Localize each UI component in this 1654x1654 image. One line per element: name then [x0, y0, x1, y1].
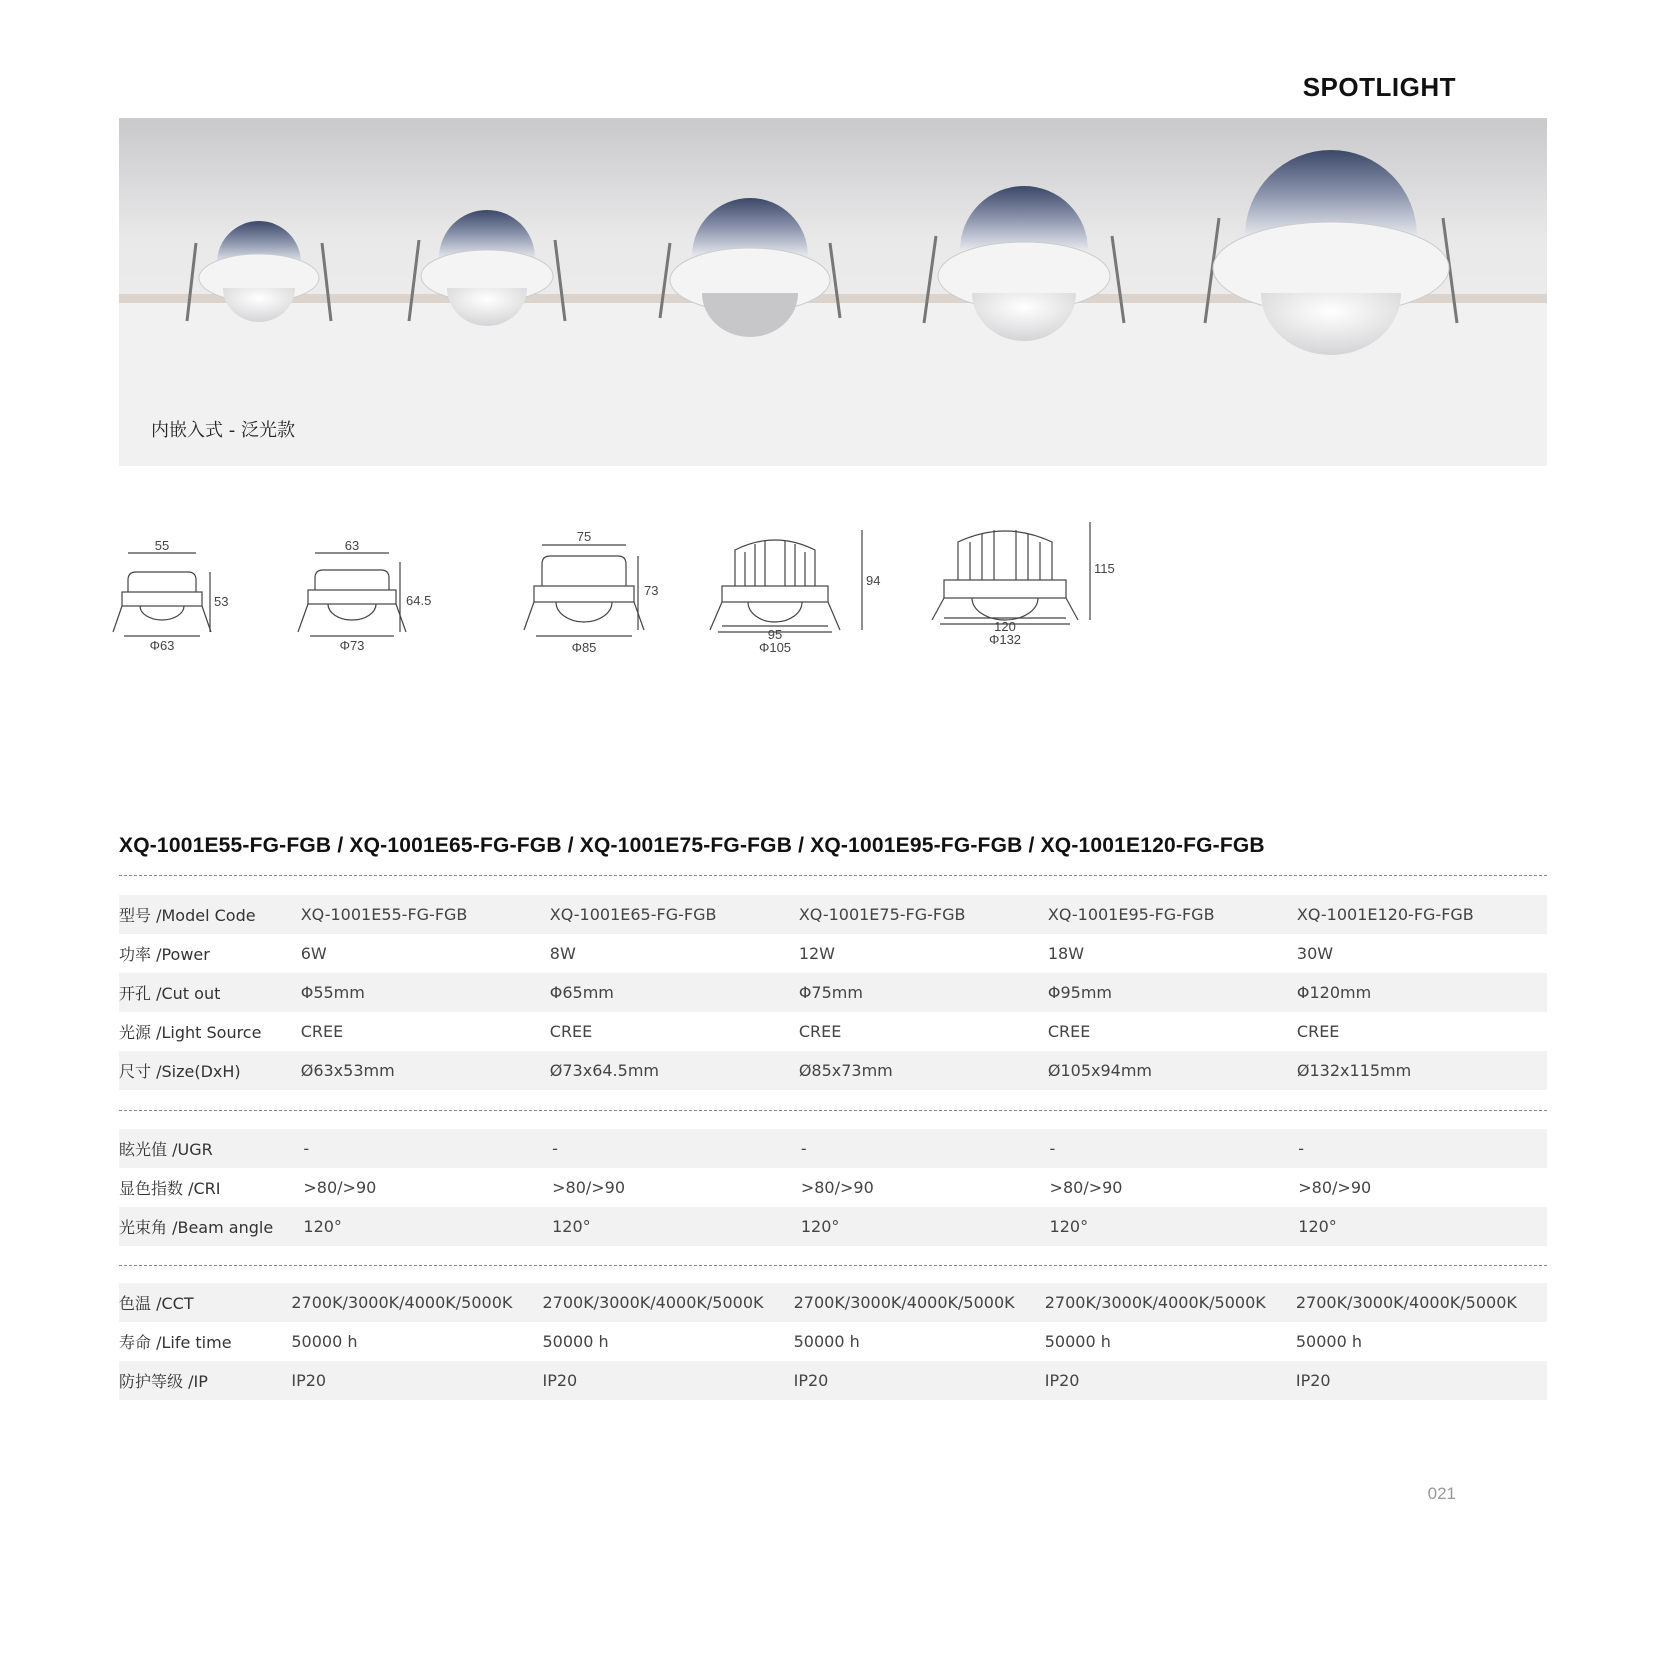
spec-value: CREE — [1296, 1022, 1340, 1041]
drawing-3-height: 73 — [644, 583, 659, 598]
spec-value: IP20 — [794, 1361, 1045, 1400]
lamp-5 — [1205, 150, 1457, 355]
product-photo — [119, 118, 1547, 466]
spec-value: XQ-1001E95-FG-FGB — [1048, 895, 1297, 934]
spec-value: Φ120mm — [1297, 973, 1547, 1012]
spec-row — [119, 895, 1547, 934]
drawing-1 — [113, 553, 211, 636]
spec-value: 120° — [1298, 1207, 1547, 1246]
drawing-1-diameter: Φ63 — [149, 638, 175, 653]
drawing-1-height: 53 — [214, 594, 229, 609]
spec-value: 120° — [303, 1207, 552, 1246]
spec-label: 尺寸 /Size(DxH) — [119, 1051, 301, 1090]
spec-value: 120° — [801, 1207, 1050, 1246]
spec-value: XQ-1001E65-FG-FGB — [550, 895, 799, 934]
spec-label: 色温 /CCT — [119, 1283, 291, 1322]
page-number: 021 — [1427, 1484, 1456, 1503]
spec-value: 2700K/3000K/4000K/5000K — [794, 1283, 1045, 1322]
spec-value: Ø85x73mm — [799, 1051, 1048, 1090]
spec-value: Φ95mm — [1048, 973, 1297, 1012]
spec-value: Φ55mm — [301, 973, 550, 1012]
spec-value: 18W — [1047, 944, 1085, 963]
divider-3 — [119, 1265, 1547, 1266]
divider-1 — [119, 875, 1547, 876]
spec-value: 2700K/3000K/4000K/5000K — [1296, 1283, 1547, 1322]
spec-value: 2700K/3000K/4000K/5000K — [291, 1283, 542, 1322]
spec-value: XQ-1001E75-FG-FGB — [799, 895, 1048, 934]
lamp-4 — [924, 186, 1124, 341]
spec-value: - — [1298, 1129, 1547, 1168]
spec-row — [119, 934, 1547, 973]
drawing-4 — [710, 530, 862, 632]
spec-value: - — [552, 1129, 801, 1168]
spec-row — [119, 1322, 1547, 1361]
spec-row — [119, 1283, 1547, 1322]
spec-value: CREE — [300, 1022, 344, 1041]
spec-value: >80/>90 — [303, 1178, 377, 1197]
spec-value: 2700K/3000K/4000K/5000K — [1045, 1283, 1296, 1322]
photo-caption: 内嵌入式 - 泛光款 — [151, 420, 295, 441]
drawing-3-diameter: Φ85 — [571, 640, 597, 655]
spec-value: Ø105x94mm — [1048, 1051, 1297, 1090]
spec-value: IP20 — [542, 1361, 793, 1400]
drawing-3 — [524, 545, 644, 636]
lamp-1 — [187, 221, 331, 322]
spec-value: 50000 h — [1295, 1332, 1362, 1351]
spec-value: 50000 h — [793, 1332, 860, 1351]
spec-label: 防护等级 /IP — [119, 1361, 291, 1400]
drawing-2 — [298, 553, 406, 636]
spec-value: Ø73x64.5mm — [550, 1051, 799, 1090]
spec-value: 2700K/3000K/4000K/5000K — [542, 1283, 793, 1322]
drawing-2-diameter: Φ73 — [339, 638, 365, 653]
drawing-4-height: 94 — [866, 573, 881, 588]
lamp-3 — [660, 198, 840, 337]
spec-value: CREE — [549, 1022, 593, 1041]
spec-value: >80/>90 — [1298, 1178, 1372, 1197]
spec-row — [119, 1361, 1547, 1400]
lamp-2 — [409, 210, 565, 326]
spec-label: 开孔 /Cut out — [119, 973, 301, 1012]
spec-value: CREE — [798, 1022, 842, 1041]
spec-value: >80/>90 — [552, 1178, 626, 1197]
spec-value: >80/>90 — [800, 1178, 874, 1197]
drawing-4-width: 95 — [767, 627, 783, 642]
spec-row — [119, 1207, 1547, 1246]
spec-value: 12W — [798, 944, 835, 963]
spec-row — [119, 1129, 1547, 1168]
spec-value: 120° — [1050, 1207, 1299, 1246]
drawing-5-diameter: Φ132 — [988, 632, 1022, 647]
drawing-3-width: 75 — [576, 529, 592, 544]
spec-value: XQ-1001E55-FG-FGB — [301, 895, 550, 934]
drawing-2-width: 63 — [344, 538, 360, 553]
spec-label: 型号 /Model Code — [119, 895, 301, 934]
spec-value: IP20 — [291, 1361, 542, 1400]
dimension-drawings — [110, 520, 1210, 710]
spec-label: 光束角 /Beam angle — [119, 1207, 303, 1246]
spec-table-general — [119, 895, 1547, 1090]
spec-label: 眩光值 /UGR — [119, 1129, 303, 1168]
drawing-5-width: 120 — [994, 619, 1016, 634]
spec-table-lifetime — [119, 1283, 1547, 1400]
spec-value: Φ65mm — [550, 973, 799, 1012]
spec-table-optical — [119, 1129, 1547, 1246]
spec-value: 30W — [1296, 944, 1334, 963]
spec-label: 功率 /Power — [119, 945, 210, 964]
spec-value: 8W — [549, 944, 576, 963]
page-header: SPOTLIGHT — [1302, 72, 1456, 102]
spec-value: 6W — [300, 944, 327, 963]
spec-value: - — [1050, 1129, 1299, 1168]
spec-value: Φ75mm — [799, 973, 1048, 1012]
drawing-2-height: 64.5 — [406, 593, 432, 608]
spec-label: 寿命 /Life time — [119, 1333, 232, 1352]
spec-value: - — [801, 1129, 1050, 1168]
spec-value: 50000 h — [542, 1332, 609, 1351]
spec-value: XQ-1001E120-FG-FGB — [1297, 895, 1547, 934]
spec-value: IP20 — [1045, 1361, 1296, 1400]
drawing-5 — [932, 522, 1090, 624]
spec-value: CREE — [1047, 1022, 1091, 1041]
spec-value: Ø132x115mm — [1297, 1051, 1547, 1090]
spec-value: - — [303, 1129, 552, 1168]
spec-label: 显色指数 /CRI — [119, 1179, 221, 1198]
drawing-4-diameter: Φ105 — [758, 640, 792, 655]
spec-row — [119, 1012, 1547, 1051]
spec-value: 120° — [552, 1207, 801, 1246]
spotlight-lamps-image — [119, 118, 1547, 466]
spec-value: 50000 h — [1044, 1332, 1111, 1351]
drawing-1-width: 55 — [154, 538, 170, 553]
spec-row — [119, 1168, 1547, 1207]
spec-row — [119, 1051, 1547, 1090]
spec-value: Ø63x53mm — [301, 1051, 550, 1090]
drawing-5-height: 115 — [1094, 561, 1115, 576]
spec-label: 光源 /Light Source — [119, 1023, 262, 1042]
spec-value: 50000 h — [291, 1332, 358, 1351]
model-codes-heading: XQ-1001E55-FG-FGB / XQ-1001E65-FG-FGB / XQ-1001E75-FG-FGB / XQ-1001E95-FG-FGB / XQ-1001E120-FG-FGB — [119, 834, 1265, 857]
spec-row — [119, 973, 1547, 1012]
divider-2 — [119, 1110, 1547, 1111]
spec-value: IP20 — [1296, 1361, 1547, 1400]
spec-value: >80/>90 — [1049, 1178, 1123, 1197]
